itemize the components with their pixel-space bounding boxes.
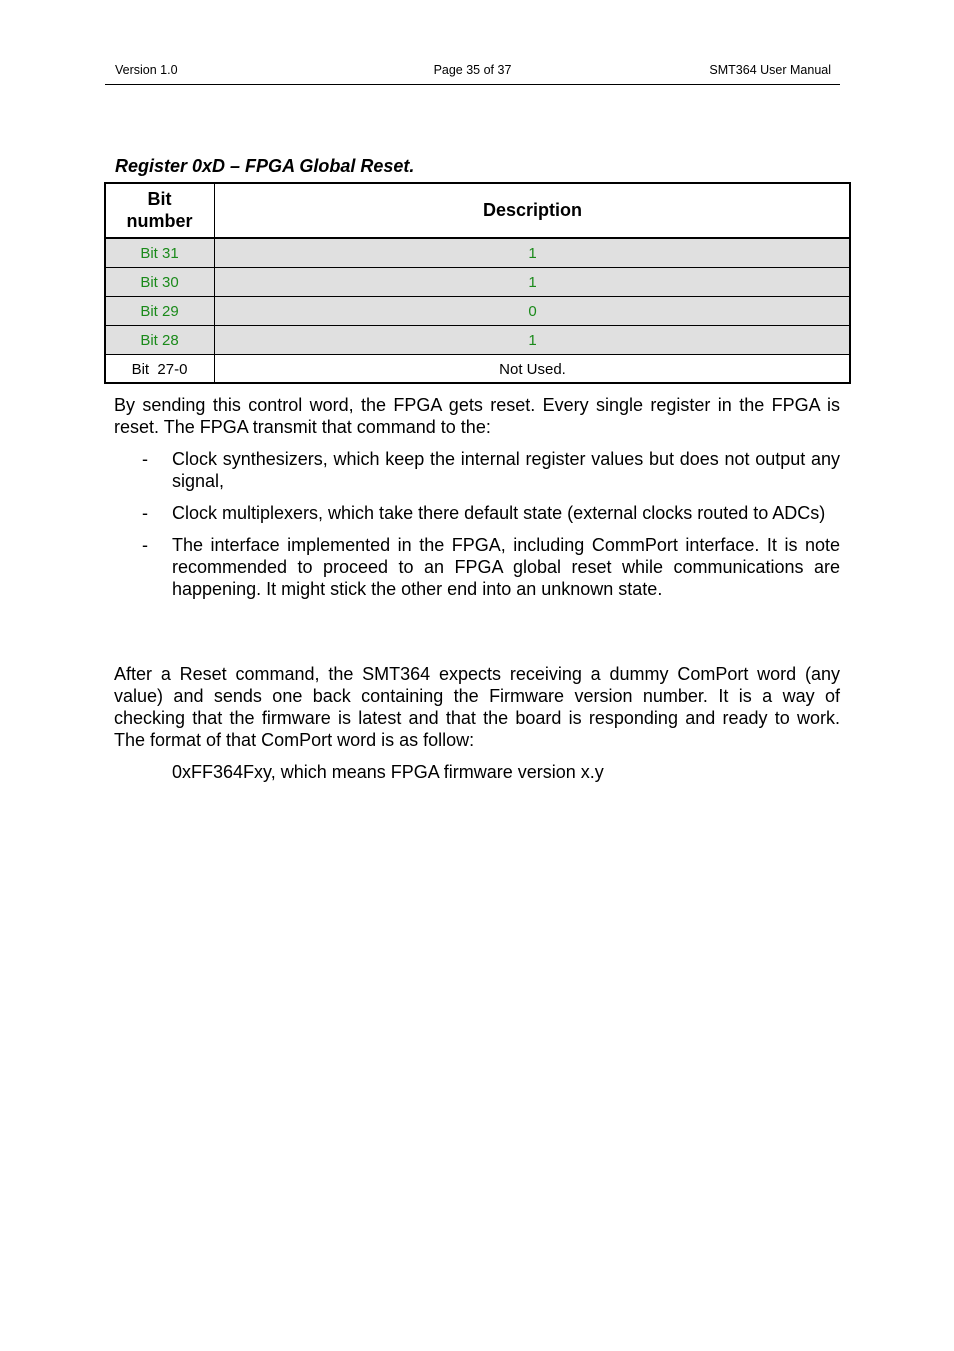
bit-cell: Bit 30 bbox=[105, 268, 215, 297]
list-item bbox=[114, 534, 840, 600]
description-cell: 1 bbox=[215, 326, 851, 355]
reset-command-paragraph: After a Reset command, the SMT364 expects receiving a dummy ComPort word (any value) and sends one back containing the Firmware version number. It is a way of checking that the firmware is latest and that the board is responding and ready to work. The format of that ComPort word is as follow: bbox=[114, 664, 840, 750]
bit-cell: Bit 27-0 bbox=[105, 355, 215, 384]
comport-format-line: 0xFF364Fxy, which means FPGA firmware version x.y bbox=[172, 762, 604, 782]
table-row bbox=[105, 268, 850, 297]
list-item bbox=[114, 448, 840, 492]
column-header-description: Description bbox=[215, 183, 851, 238]
reset-targets-list bbox=[114, 448, 840, 610]
bit-cell: Bit 29 bbox=[105, 297, 215, 326]
list-item-text: The interface implemented in the FPGA, including CommPort interface. It is note recommended to proceed to an FPGA global reset while communications are happening. It might stick the other end into an unknown state. bbox=[172, 535, 840, 599]
list-item-text: Clock multiplexers, which take there default state (external clocks routed to ADCs) bbox=[172, 503, 826, 523]
column-header-bit: Bit number bbox=[105, 183, 215, 238]
bullet-dash: - bbox=[142, 503, 148, 523]
table-row bbox=[105, 326, 850, 355]
bullet-dash: - bbox=[142, 449, 148, 469]
table-row bbox=[105, 238, 850, 268]
list-item-text: Clock synthesizers, which keep the internal register values but does not output any signal, bbox=[172, 449, 840, 491]
bit-cell: Bit 28 bbox=[105, 326, 215, 355]
version-label: Version 1.0 bbox=[115, 63, 178, 77]
list-item bbox=[114, 502, 840, 524]
description-cell: Not Used. bbox=[499, 360, 566, 378]
table-row bbox=[105, 355, 850, 384]
table-caption: Register 0xD – FPGA Global Reset. bbox=[115, 156, 415, 176]
table-row bbox=[105, 297, 850, 326]
document-title: SMT364 User Manual bbox=[709, 63, 831, 77]
bullet-dash: - bbox=[142, 535, 148, 555]
page-number: Page 35 of 37 bbox=[433, 63, 512, 77]
table-header-row bbox=[105, 183, 850, 238]
bit-cell: Bit 31 bbox=[105, 238, 215, 268]
intro-paragraph: By sending this control word, the FPGA gets reset. Every single register in the FPGA is reset. The FPGA transmit that command to the: bbox=[114, 395, 840, 437]
description-cell: 1 bbox=[215, 238, 851, 268]
page-header bbox=[105, 62, 840, 85]
description-cell: 1 bbox=[215, 268, 851, 297]
register-table bbox=[105, 183, 850, 383]
description-cell: 0 bbox=[215, 297, 851, 326]
